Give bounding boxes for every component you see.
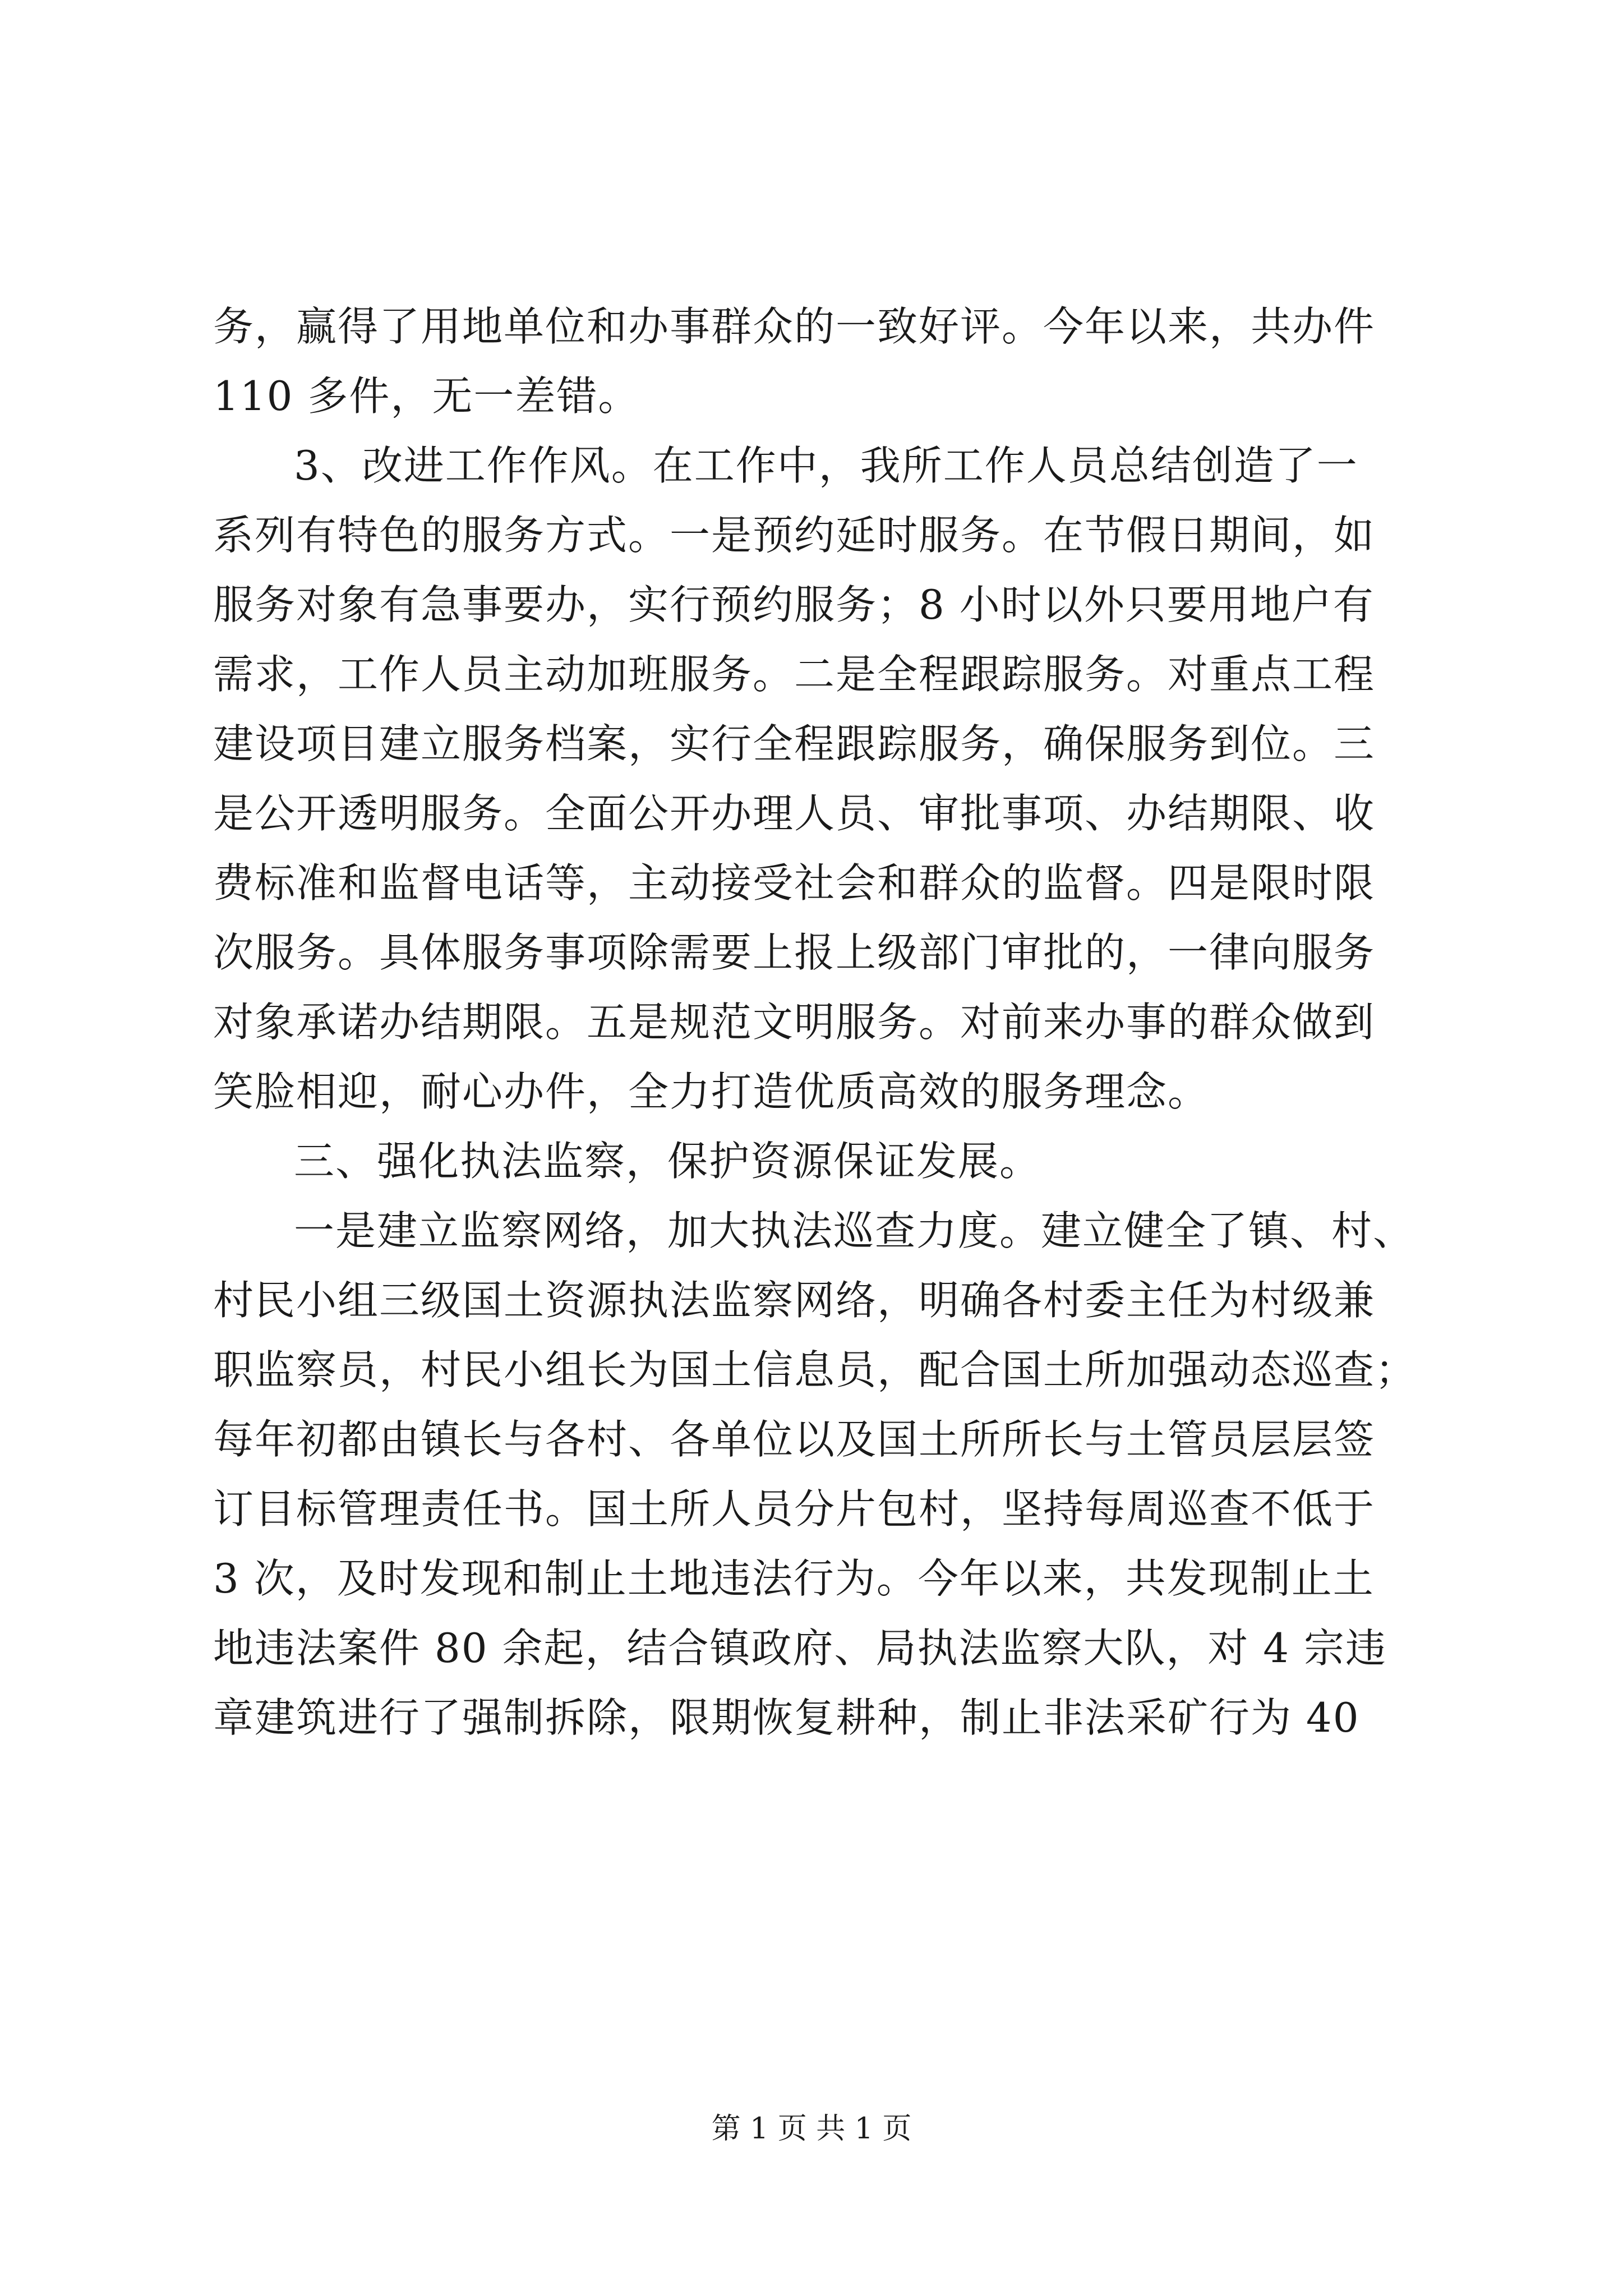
page-number: 第 1 页 共 1 页 bbox=[711, 2112, 912, 2146]
paragraph-start-line: 一是建立监察网络，加大执法巡查力度。建立健全了镇、村、 bbox=[294, 1207, 1415, 1254]
text-line: 章建筑进行了强制拆除，限期恢复耕种，制止非法采矿行为 40 bbox=[213, 1694, 1360, 1741]
text-line: 职监察员，村民小组长为国土信息员，配合国土所加强动态巡查； bbox=[213, 1346, 1417, 1393]
text-line: 对象承诺办结期限。五是规范文明服务。对前来办事的群众做到 bbox=[213, 999, 1376, 1046]
text-line: 订目标管理责任书。国土所人员分片包村，坚持每周巡查不低于 bbox=[213, 1485, 1376, 1533]
text-line: 系列有特色的服务方式。一是预约延时服务。在节假日期间，如 bbox=[213, 512, 1376, 559]
text-line: 地违法案件 80 余起，结合镇政府、局执法监察大队，对 4 宗违 bbox=[213, 1625, 1387, 1672]
document-body bbox=[213, 292, 1417, 1752]
text-line: 务，赢得了用地单位和办事群众的一致好评。今年以来，共办件 bbox=[213, 303, 1376, 350]
text-line: 3 次，及时发现和制止土地违法行为。今年以来，共发现制止土 bbox=[213, 1555, 1375, 1602]
page-footer bbox=[0, 2109, 1623, 2148]
text-line: 次服务。具体服务事项除需要上报上级部门审批的，一律向服务 bbox=[213, 929, 1376, 976]
text-line: 费标准和监督电话等，主动接受社会和群众的监督。四是限时限 bbox=[213, 859, 1376, 907]
text-line: 需求，工作人员主动加班服务。二是全程跟踪服务。对重点工程 bbox=[213, 651, 1376, 698]
text-line: 110 多件，无一差错。 bbox=[213, 372, 640, 420]
text-line: 建设项目建立服务档案，实行全程跟踪服务，确保服务到位。三 bbox=[213, 720, 1376, 767]
section-heading: 三、强化执法监察，保护资源保证发展。 bbox=[294, 1138, 1041, 1185]
text-line: 每年初都由镇长与各村、各单位以及国土所所长与土管员层层签 bbox=[213, 1416, 1376, 1463]
text-line: 笑脸相迎，耐心办件，全力打造优质高效的服务理念。 bbox=[213, 1068, 1210, 1115]
text-line: 村民小组三级国土资源执法监察网络，明确各村委主任为村级兼 bbox=[213, 1277, 1376, 1324]
text-line: 服务对象有急事要办，实行预约服务；8 小时以外只要用地户有 bbox=[213, 581, 1375, 628]
text-line: 是公开透明服务。全面公开办理人员、审批事项、办结期限、收 bbox=[213, 790, 1376, 837]
paragraph-start-line: 3、改进工作作风。在工作中，我所工作人员总结创造了一 bbox=[294, 442, 1358, 489]
